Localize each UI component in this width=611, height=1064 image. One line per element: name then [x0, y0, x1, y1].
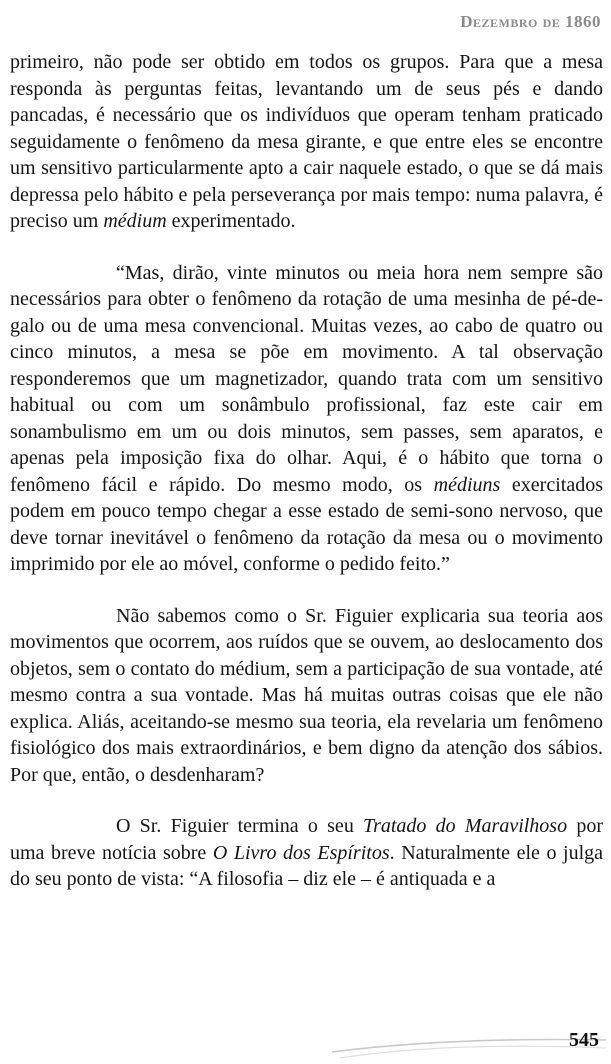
paragraph-quote: “Mas, dirão, vinte minutos ou meia hora nem sempre são necessários para obter o fenômeno da rotação de uma mesinha de pé-de-galo ou de uma mesa convencional. Muitas vezes, ao cabo de quatro ou cinco minutos, a mesa se põe em movimento. A tal observação responderemos que um magnetizador, quando trata com um sensitivo habitual ou com um sonâmbulo profissional, faz este cair em sonambulismo em um ou dois minutos, sem passes, sem aparatos, e apenas pela imposição fixa do olhar. Aqui, é o hábito que torna o fenômeno fácil e rápido. Do mesmo modo, os médiuns exercitados podem em pouco tempo chegar a esse estado de semi-sono nervoso, que deve tornar inevitável o fenômeno da rotação da mesa ou o movimento imprimido por ele ao móvel, conforme o pedido feito.”: [10, 261, 603, 575]
paragraph-conclusion: O Sr. Figuier termina o seu Tratado do Maravilhoso por uma breve notícia sobre O Livro dos Espíritos. Naturalmente ele o julga do seu ponto de vista: “A filosofia – diz ele – é antiquada e a: [10, 815, 604, 890]
paragraph-continuation: primeiro, não pode ser obtido em todos os grupos. Para que a mesa responda às perguntas feitas, levantando um de seus pés e dando pancadas, é necessário que os indivíduos que operam tenham praticado seguidamente o fenômeno da mesa girante, e que entre eles se encontre um sensitivo particularmente apto a cair naquele estado, o que se dá mais depressa pelo hábito e pela perseverança por mais tempo: numa palavra, é preciso um médium experimentado.: [10, 51, 603, 232]
footer-ornament: [330, 1018, 610, 1062]
italic-term: médiuns: [433, 473, 501, 496]
running-header: Dezembro de 1860: [460, 12, 601, 31]
italic-book-title: O Livro dos Espíritos: [212, 841, 390, 864]
paragraph-commentary: Não sabemos como o Sr. Figuier explicaria sua teoria aos movimentos que ocorrem, aos ruídos que se ouvem, ao deslocamento dos objetos, sem o contato do médium, sem a participação de sua vontade, até mesmo contra a sua vontade. Mas há muitas outras coisas que ele não explica. Aliás, aceitando-se mesmo sua teoria, ela revelaria um fenômeno fisiológico dos mais extraordinários, e bem digno da atenção dos sábios. Por que, então, o desdenharam?: [10, 604, 603, 786]
italic-term: médium: [103, 210, 167, 232]
page-body: [10, 49, 603, 893]
page-number: 545: [569, 1029, 599, 1051]
italic-book-title: Tratado do Maravilhoso: [363, 815, 568, 837]
